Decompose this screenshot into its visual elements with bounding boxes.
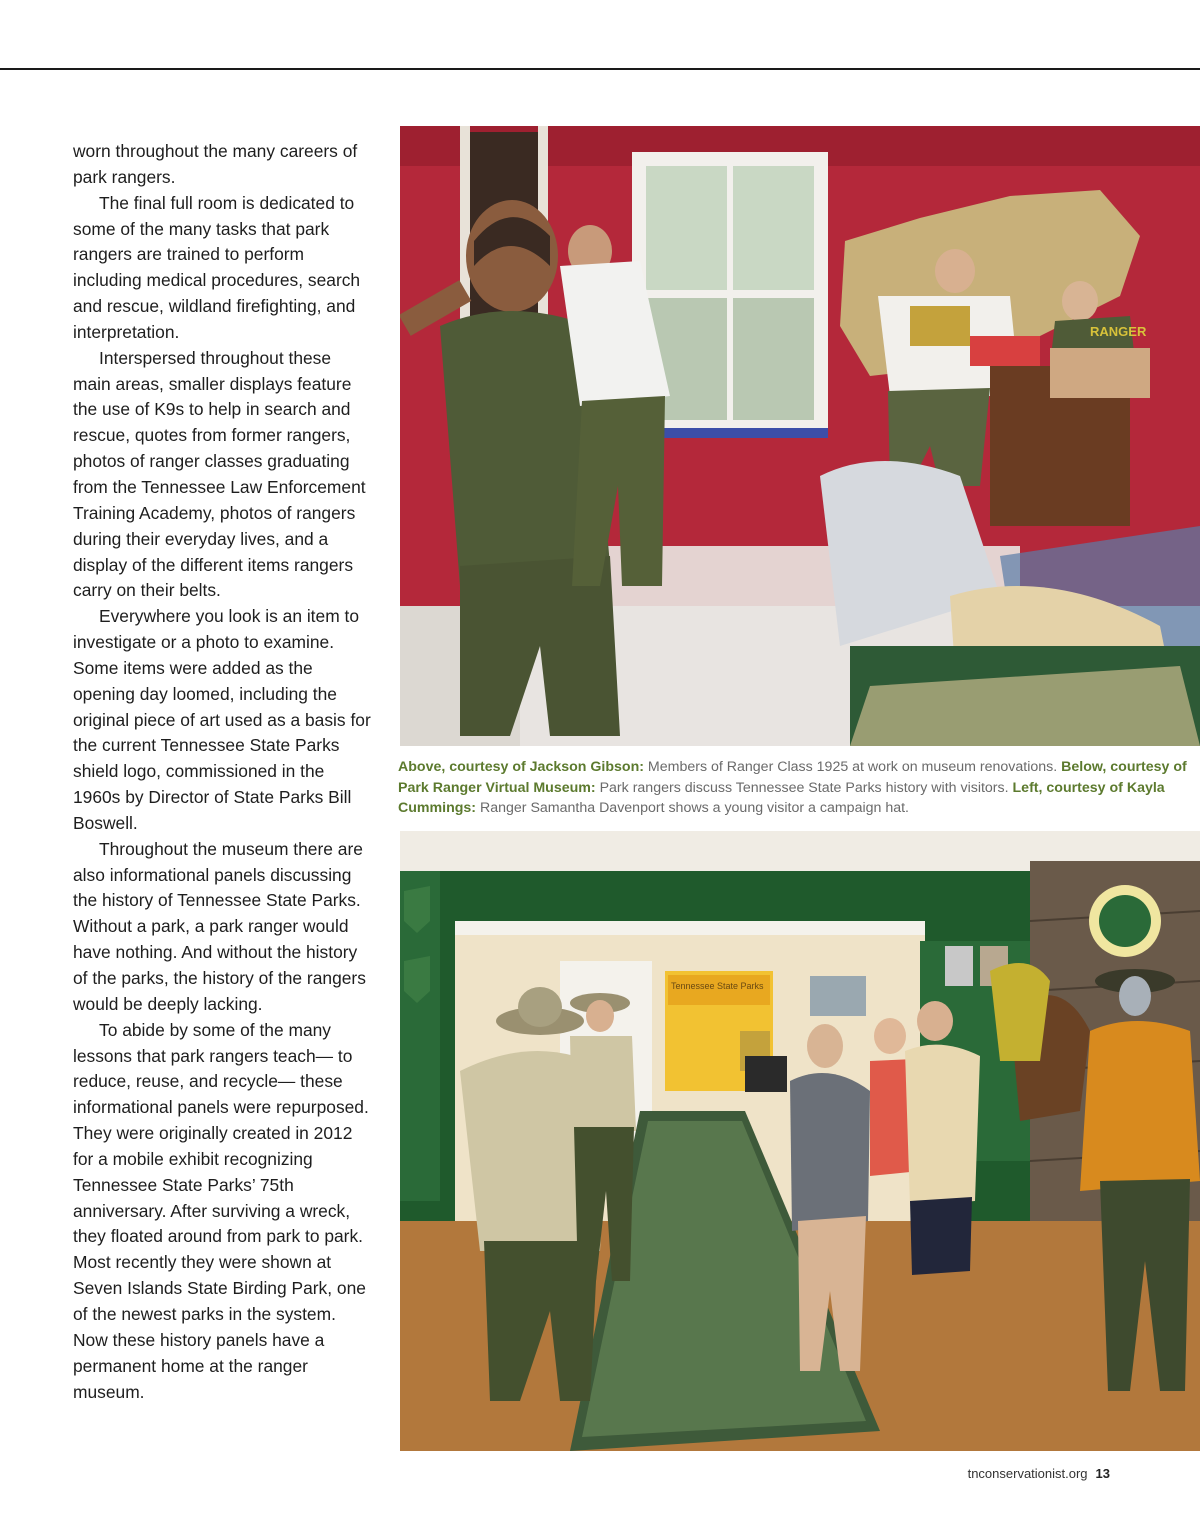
caption-text-left: Ranger Samantha Davenport shows a young visitor a campaign hat. [476, 800, 909, 816]
caption-credit-above: Above, courtesy of Jackson Gibson: [398, 759, 644, 775]
paragraph: Everywhere you look is an item to investigate or a photo to examine. Some items were added as the opening day loomed, including the original piece of art used as a basis for the current Tennessee State Parks shield logo, commissioned in the 1960s by Director of State Parks Bill Boswell. [73, 606, 371, 833]
panel-title: Tennessee State Parks [671, 981, 764, 991]
photo-caption [398, 757, 1188, 819]
header-rule [0, 68, 1200, 70]
footer-site: tnconservationist.org [967, 1466, 1088, 1481]
paragraph: Interspersed throughout these main areas, smaller displays feature the use of K9s to help in search and rescue, quotes from former rangers, photos of ranger classes graduating from the Tennessee Law Enforcement Training Academy, photos of rangers during their everyday lives, and a display of the different items rangers carry on their belts. [73, 347, 366, 601]
shirt-text: RANGER [1090, 324, 1147, 339]
article-body [73, 139, 373, 1405]
paragraph: worn throughout the many careers of park rangers. [73, 141, 358, 187]
page-number: 13 [1095, 1466, 1110, 1481]
paragraph: The final full room is dedicated to some of the many tasks that park rangers are trained to perform including medical procedures, search and rescue, wildland firefighting, and interpretation. [73, 192, 361, 342]
photo-museum-visitors [400, 831, 1200, 1451]
caption-text-below: Park rangers discuss Tennessee State Parks history with visitors. [595, 779, 1013, 796]
paragraph: To abide by some of the many lessons that park rangers teach— to reduce, reuse, and recycle— these informational panels were repurposed. They were originally created in 2012 for a mobile exhibit recognizing Tennessee State Parks’ 75th anniversary. After surviving a wreck, they floated around from park to park. Most recently they were shown at Seven Islands State Birding Park, one of the newest parks in the system. Now these history panels have a permanent home at the ranger museum. [73, 1019, 369, 1402]
caption-text-above: Members of Ranger Class 1925 at work on museum renovations. [643, 759, 1062, 775]
page-footer [968, 1466, 1110, 1481]
caption-credit-below: Below, courtesy of Park Ranger Virtual Museum: [398, 759, 1187, 796]
paragraph: Throughout the museum there are also informational panels discussing the history of Tennessee State Parks. Without a park, a park ranger would have nothing. And without the history of the parks, the history of the rangers would be deeply lacking. [73, 838, 366, 1014]
photo-museum-renovation [400, 126, 1200, 746]
caption-credit-left: Left, courtesy of Kayla Cummings: [398, 779, 1165, 816]
